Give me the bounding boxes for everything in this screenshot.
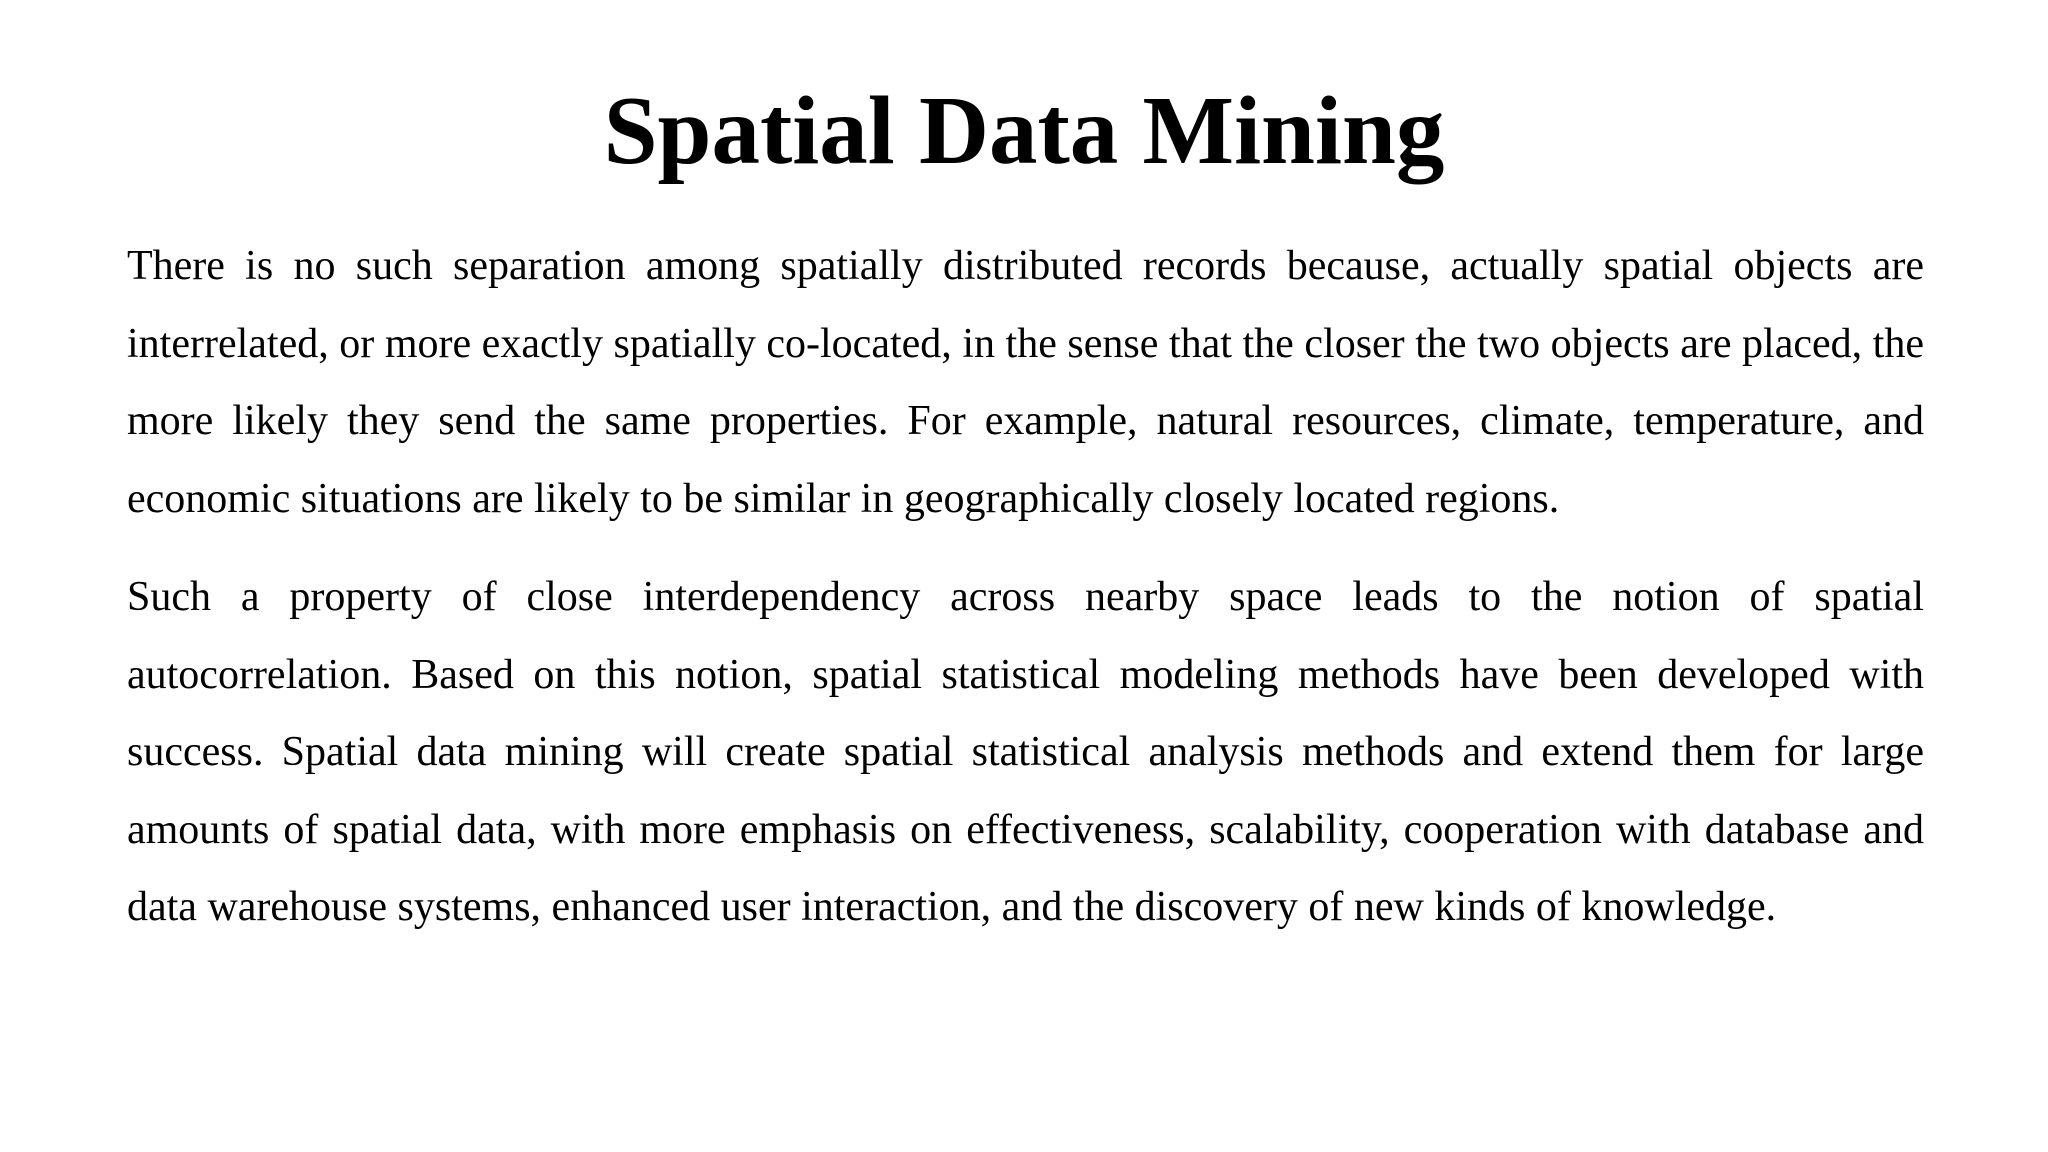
paragraph-2: Such a property of close interdependency across nearby space leads to the notion of spatial autocorrelation. Based on this notion, spatial statistical modeling methods have been developed with success. Spatial data mining will create spatial statistical analysis methods and extend them for large amounts of spatial data, with more emphasis on effectiveness, scalability, cooperation with database and data warehouse systems, enhanced user interaction, and the discovery of new kinds of knowledge. <box>127 574 1924 930</box>
slide-title: Spatial Data Mining <box>603 77 1445 184</box>
paragraph-1: There is no such separation among spatially distributed records because, actually spatial objects are interrelated, or more exactly spatially co-located, in the sense that the closer the two objects are placed, the more likely they send the same properties. For example, natural resources, climate, temperature, and economic situations are likely to be similar in geographically closely located regions. <box>127 243 1924 522</box>
slide-body <box>127 228 1924 968</box>
